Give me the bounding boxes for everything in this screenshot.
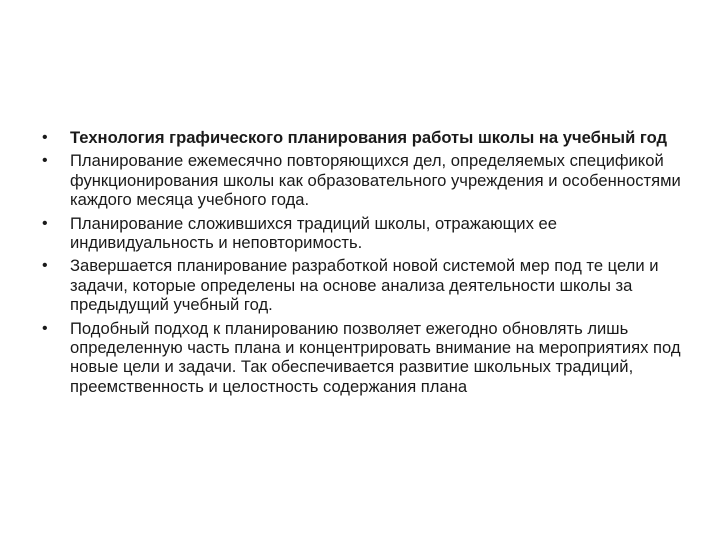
bullet-text: Завершается планирование разработкой новой системой мер под те цели и задачи, которые определены на основе анализа деятельности школы за предыдущий учебный год.: [70, 256, 659, 315]
list-item: [42, 214, 690, 253]
list-item: [42, 319, 690, 397]
bullet-icon: •: [42, 319, 48, 337]
list-item: [42, 128, 690, 147]
bullet-icon: •: [42, 257, 48, 275]
bullet-text: Технология графического планирования работы школы на учебный год: [70, 128, 668, 147]
bullet-text: Планирование сложившихся традиций школы, отражающих ее индивидуальность и неповторимость.: [70, 213, 557, 253]
bullet-icon: •: [42, 129, 48, 146]
list-item: [42, 151, 690, 209]
bullet-text: Планирование ежемесячно повторяющихся дел, определяемых спецификой функционирования школы как образовательного учреждения и особенностями каждого месяца учебного года.: [70, 151, 681, 210]
bullet-icon: •: [42, 152, 48, 170]
bullet-icon: •: [42, 214, 48, 232]
bullet-list: [42, 128, 690, 400]
bullet-text: Подобный подход к планированию позволяет ежегодно обновлять лишь определенную часть плана и концентрировать внимание на мероприятиях под новые цели и задачи. Так обеспечивается развитие школьных традиций, преемственность и целостность содержания плана: [70, 318, 681, 396]
list-item: [42, 256, 690, 314]
